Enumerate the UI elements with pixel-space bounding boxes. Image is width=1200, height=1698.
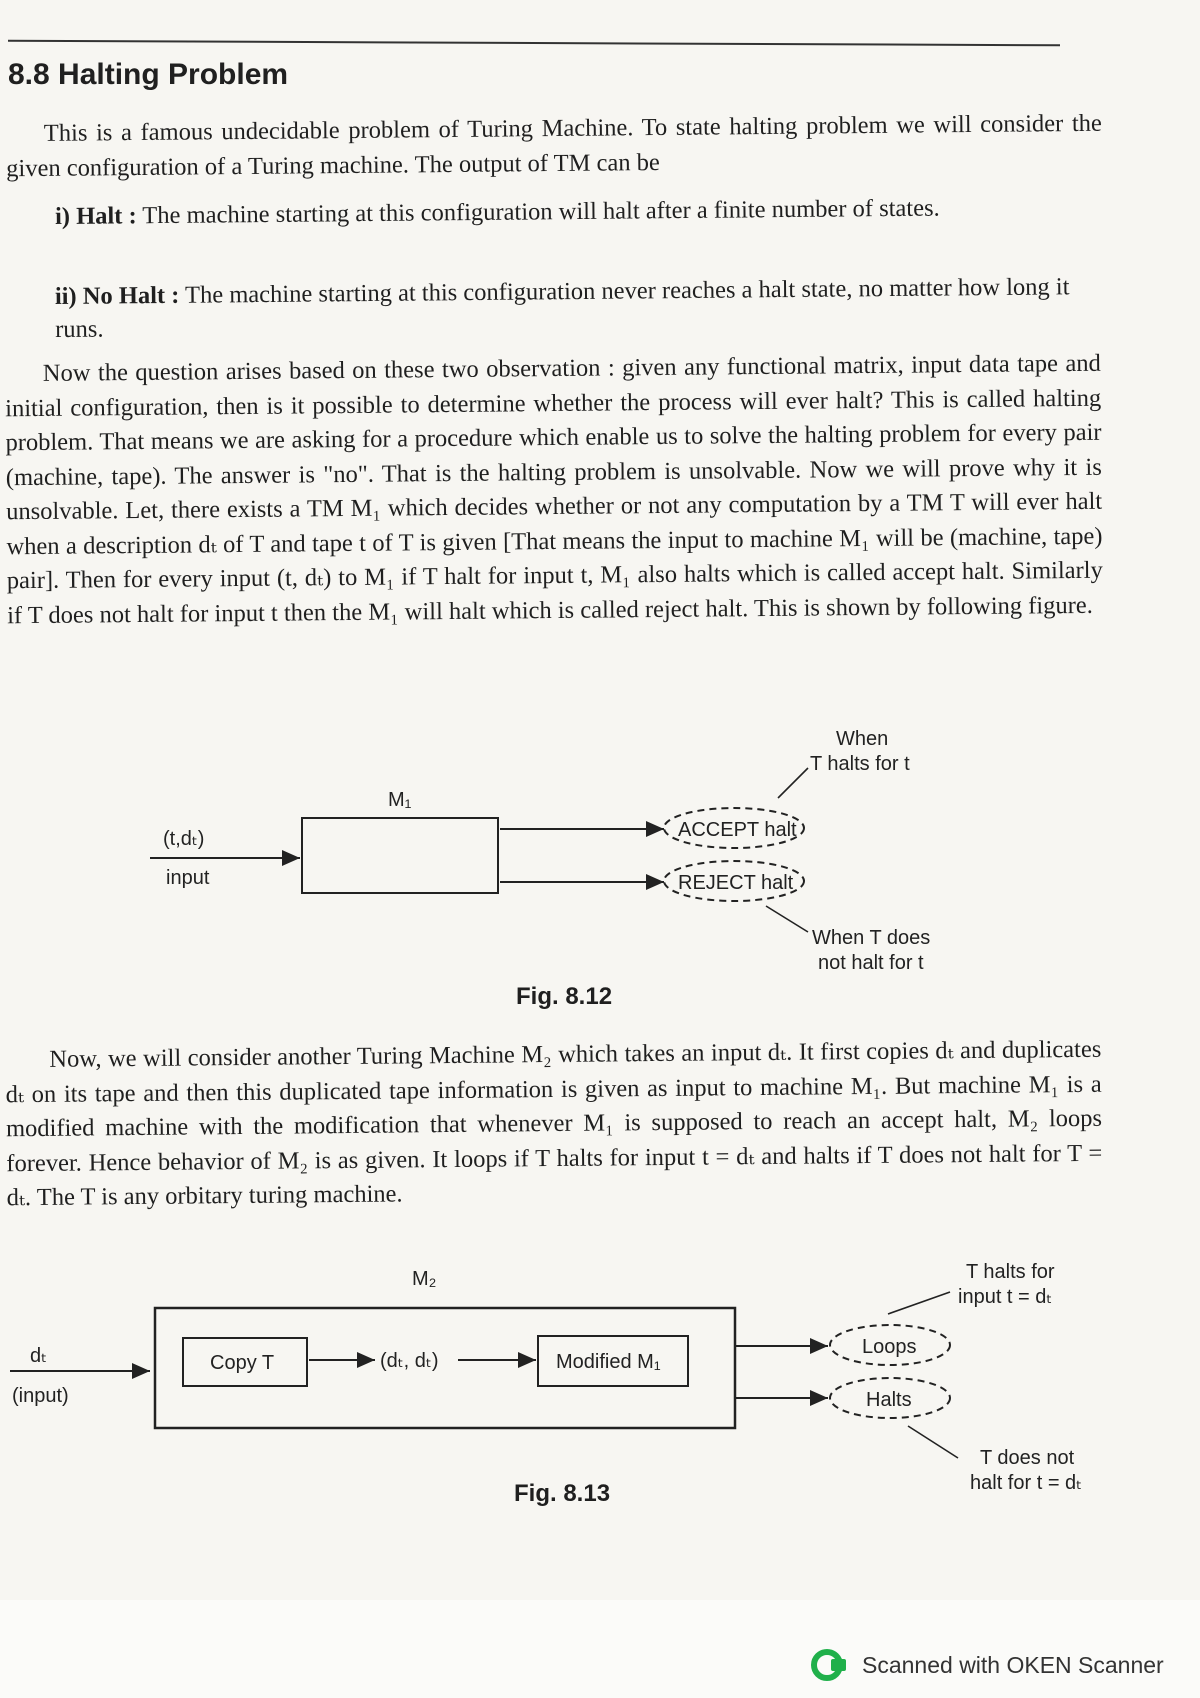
intro-paragraph: This is a famous undecidable problem of Turing Machine. To state halting problem we will consider the given configuration of a Turing machine. The output of TM can be: [6, 109, 1102, 182]
top-note-leader: [888, 1292, 950, 1314]
copy-t-label: Copy T: [210, 1352, 275, 1374]
accept-halt-label: ACCEPT halt: [678, 819, 797, 841]
section-heading: 8.8 Halting Problem: [8, 58, 289, 91]
input-label: (input): [12, 1385, 69, 1407]
bottom-note-line-1: T does not: [980, 1447, 1075, 1469]
top-note-leader: [778, 768, 808, 798]
machine-m2-label: M₂: [412, 1268, 437, 1290]
pair-label: (dₜ, dₜ): [380, 1350, 439, 1372]
item-text: The machine starting at this configuration will halt after a finite number of states.: [142, 194, 940, 230]
machine-m1-box: [302, 818, 498, 893]
item-marker: ii): [54, 282, 77, 311]
figure-8-12-caption: Fig. 8.12: [516, 983, 613, 1010]
input-symbol-label: dₜ: [30, 1345, 48, 1367]
loops-label: Loops: [862, 1336, 917, 1358]
top-note-line-1: T halts for: [966, 1261, 1055, 1283]
top-note-line-2: input t = dₜ: [958, 1286, 1053, 1308]
figure-8-13-caption: Fig. 8.13: [514, 1480, 611, 1507]
bottom-note-line-1: When T does: [812, 927, 931, 949]
top-note-line-2: T halts for t: [810, 753, 910, 775]
bottom-note-leader: [766, 906, 808, 932]
item-text: The machine starting at this configuration never reaches a halt state, no matter how long it runs.: [55, 273, 1070, 344]
scanner-watermark: [810, 1648, 1164, 1682]
machine-m1-label: M₁: [388, 789, 412, 811]
item-term: No Halt :: [82, 281, 180, 310]
item-term: Halt :: [75, 202, 137, 230]
input-label: input: [166, 867, 210, 889]
reject-halt-label: REJECT halt: [678, 872, 794, 894]
halting-problem-paragraph: Now the question arises based on these two observation : given any functional matrix, input data tape and initial configuration, then is it possible to determine whether the process will ever halt? This is called halting problem. That means we are asking for a procedure which enable us to solve the halting problem for every pair (machine, tape). The answer is "no". That is the halting problem is unsolvable. Now we will prove why it is unsolvable. Let, there exists a TM M₁ which decides whether or not any computation by a TM T will ever halt when a description dₜ of T and tape t of T is given [That means the input to machine M₁ will be (machine, tape) pair]. Then for every input (t, dₜ) to M₁ if T halt for input t, M₁ also halts which is called accept halt. Similarly if T does not halt for input t then the M₁ will halt which is called reject halt. This is shown by following figure.: [5, 349, 1103, 629]
item-marker: i): [54, 202, 71, 231]
figure-8-13: [10, 1261, 1082, 1494]
bottom-note-line-2: halt for t = dₜ: [970, 1472, 1083, 1494]
figure-8-12: [150, 728, 930, 974]
machine-m2-paragraph: Now, we will consider another Turing Machine M₂ which takes an input dₜ. It first copies dₜ and duplicates dₜ on its tape and then this duplicated tape information is given as input to machine M₁. But machine M₁ is a modified machine with the modification that whenever M₁ is supposed to reach an accept halt, M₂ loops forever. Hence behavior of M₂ is as given. It loops if T halts for input t = dₜ and halts if T does not halt for T = dₜ. The T is any orbitary turing machine.: [5, 1035, 1103, 1212]
scanner-logo-icon: [810, 1648, 850, 1682]
halts-label: Halts: [866, 1389, 912, 1411]
input-pair-label: (t,dₜ): [163, 828, 205, 850]
bottom-note-line-2: not halt for t: [818, 952, 924, 974]
bottom-note-leader: [908, 1426, 958, 1458]
modified-m1-label: Modified M₁: [556, 1351, 661, 1373]
top-note-line-1: When: [836, 728, 889, 750]
scanner-watermark-text: Scanned with OKEN Scanner: [862, 1651, 1164, 1678]
